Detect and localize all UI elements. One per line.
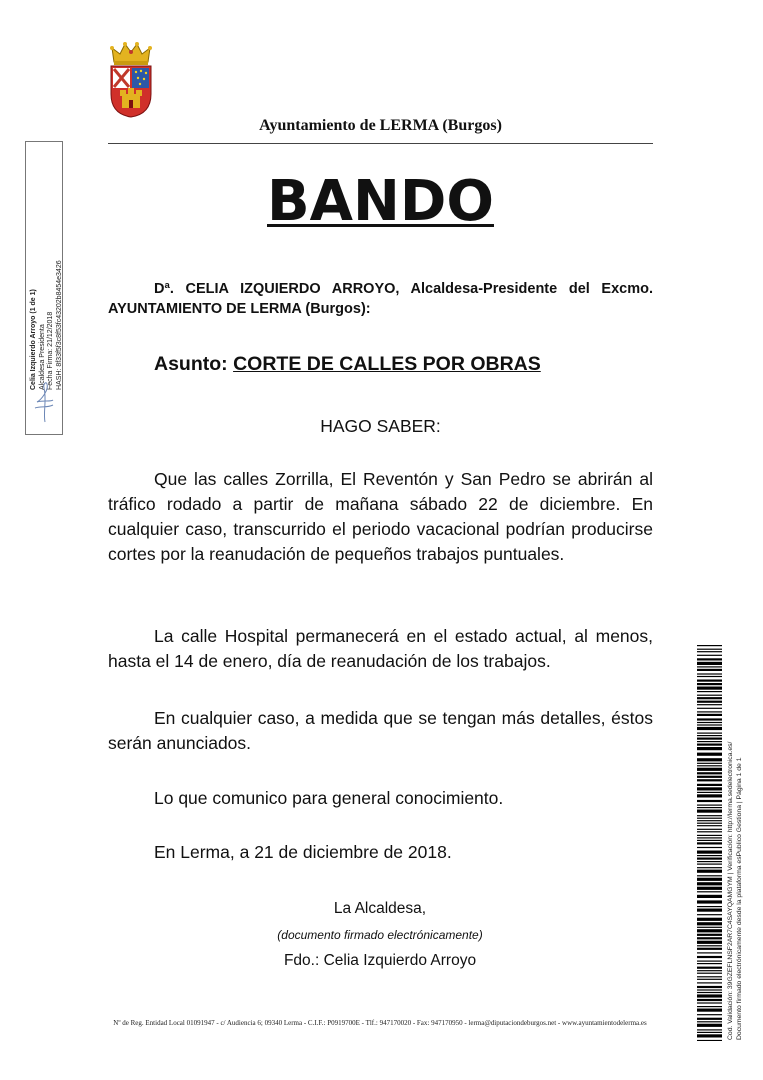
barcode-bar [697, 747, 722, 750]
barcode-bar [697, 1018, 722, 1020]
barcode-bar [697, 807, 722, 808]
barcode-bar [697, 976, 722, 977]
barcode-bar [697, 735, 722, 736]
barcode-bar [697, 820, 722, 821]
barcode-bar [697, 722, 722, 723]
barcode-bar [697, 649, 722, 650]
barcode-bar [697, 864, 722, 865]
barcode-bar [697, 918, 722, 921]
barcode-bar [697, 961, 722, 962]
barcode-bar [697, 875, 722, 876]
barcode-bar [697, 882, 722, 885]
barcode-bar [697, 772, 722, 774]
barcode-bar [697, 956, 722, 958]
barcode-bar [697, 794, 722, 797]
barcode-bar [697, 815, 722, 816]
paragraph-2: La calle Hospital permanecerá en el estado actual, al menos, hasta el 14 de enero, día de reanudación de los trabajos. [108, 626, 653, 671]
barcode-bar [697, 840, 722, 841]
barcode-bar [697, 1032, 722, 1033]
barcode-bar [697, 900, 722, 903]
barcode-bar [697, 697, 722, 699]
barcode-bar [697, 825, 722, 826]
verification-text [727, 742, 744, 1040]
barcode-bar [697, 758, 722, 761]
barcode-bar [697, 952, 722, 953]
document-title [108, 168, 653, 236]
barcode-bar [697, 708, 722, 709]
subject-value: CORTE DE CALLES POR OBRAS [233, 353, 541, 375]
barcode-bar [697, 724, 722, 725]
barcode-bar [697, 941, 722, 944]
barcode-bar [697, 753, 722, 756]
subject-label: Asunto: [154, 353, 228, 375]
verification-platform: Documento firmado electrónicamente desde la plataforma esPublico Gestiona | Página 1 de 1 [735, 757, 743, 1040]
barcode-bar [697, 687, 722, 690]
barcode-bar [697, 738, 722, 740]
barcode-bar [697, 662, 722, 665]
barcode-bar [697, 823, 722, 824]
barcode-bar [697, 676, 722, 677]
barcode-bar [697, 867, 722, 868]
barcode-bar [697, 929, 722, 932]
barcode-bar [697, 733, 722, 734]
barcode-bar [697, 784, 722, 786]
barcode-bar [697, 906, 722, 907]
date-line: En Lerma, a 21 de diciembre de 2018. [154, 842, 452, 862]
paragraph-1: Que las calles Zorrilla, El Reventón y San Pedro se abrirán al tráfico rodado a partir de mañana sábado 22 de diciembre. En cualquier caso, transcurrido el periodo vacacional podrían producirse cortes por la reanudación de pequeños trabajos puntuales. [108, 469, 653, 564]
barcode-bar [697, 847, 722, 848]
e-signature-stamp-text [30, 150, 64, 390]
signature-role: La Alcaldesa, [333, 900, 427, 917]
footer-text: Nº de Reg. Entidad Local 01091947 - c/ Audiencia 6; 09340 Lerma - C.I.F.: P0919700E - Tlf.: 947170020 - Fax: 947170950 - lerma@diputaciondeburgos.net - www.ayuntamientodelerma.es [113, 1019, 647, 1027]
barcode-bar [697, 651, 722, 652]
hago-saber-heading: HAGO SABER: [320, 416, 441, 436]
barcode-bar [697, 1034, 722, 1037]
barcode-bar [697, 922, 722, 925]
barcode-bar [697, 718, 722, 720]
barcode-bar [697, 909, 722, 912]
barcode-bar [697, 887, 722, 890]
barcode-bar [697, 963, 722, 964]
barcode-bar [697, 673, 722, 674]
barcode-bar [697, 1014, 722, 1015]
barcode-bar [697, 1029, 722, 1030]
barcode-bar [697, 858, 722, 860]
barcode-icon [697, 645, 722, 1041]
barcode-bar [697, 891, 722, 892]
barcode-bar [697, 763, 722, 764]
barcode-bar [697, 989, 722, 990]
barcode-bar [697, 855, 722, 856]
barcode-bar [697, 967, 722, 969]
barcode-bar [697, 937, 722, 939]
barcode-bar [697, 683, 722, 685]
barcode-bar [697, 870, 722, 873]
barcode-bar [697, 835, 722, 836]
header-divider [108, 143, 653, 144]
barcode-bar [697, 818, 722, 819]
barcode-bar [697, 655, 722, 656]
signature-name: Fdo.: Celia Izquierdo Arroyo [283, 952, 477, 969]
barcode-bar [697, 973, 722, 974]
barcode-bar [697, 1040, 722, 1041]
barcode-bar [697, 714, 722, 716]
subject-line [154, 352, 654, 377]
barcode-bar [697, 837, 722, 838]
barcode-bar [697, 1006, 722, 1007]
stamp-signer: Celia Izquierdo Arroyo (1 de 1) [30, 289, 37, 390]
barcode-bar [697, 970, 722, 971]
barcode-bar [697, 765, 722, 766]
barcode-bar [697, 669, 722, 671]
barcode-bar [697, 787, 722, 790]
barcode-bar [697, 1009, 722, 1012]
barcode-bar [697, 842, 722, 844]
barcode-bar [697, 800, 722, 802]
barcode-bar [697, 779, 722, 781]
barcode-bar [697, 658, 722, 660]
paragraph-3: En cualquier caso, a medida que se tengan más detalles, éstos serán anunciados. [108, 708, 653, 753]
barcode-bar [697, 979, 722, 980]
barcode-bar [697, 927, 722, 928]
document-title-text: BANDO [267, 169, 494, 234]
barcode-bar [697, 999, 722, 1001]
barcode-bar [697, 695, 722, 696]
organization-title: Ayuntamiento de LERMA (Burgos) [259, 117, 502, 134]
barcode-bar [697, 680, 722, 682]
barcode-bar [697, 805, 722, 806]
paragraph-4: Lo que comunico para general conocimiento. [154, 788, 504, 808]
barcode-bar [697, 792, 722, 793]
barcode-bar [697, 861, 722, 862]
stamp-date: Fecha Firma: 21/12/2018 [47, 311, 54, 390]
barcode-bar [697, 982, 722, 983]
barcode-bar [697, 645, 722, 646]
intro-text: Dª. CELIA IZQUIERDO ARROYO, Alcaldesa-Presidente del Excmo. AYUNTAMIENTO DE LERMA (Burgos): [108, 281, 653, 317]
barcode-bar [697, 741, 722, 742]
barcode-bar [697, 831, 722, 832]
barcode-bar [697, 711, 722, 712]
handwritten-signature-icon [31, 378, 57, 424]
barcode-bar [697, 704, 722, 705]
barcode-bar [697, 851, 722, 854]
barcode-bar [697, 986, 722, 988]
barcode-bar [697, 878, 722, 881]
barcode-bar [697, 945, 722, 946]
barcode-bar [697, 691, 722, 692]
barcode-bar [697, 829, 722, 830]
coat-of-arms-icon [108, 42, 154, 118]
barcode-bar [697, 810, 722, 813]
barcode-bar [697, 776, 722, 778]
barcode-bar [697, 1002, 722, 1003]
barcode-bar [697, 992, 722, 993]
barcode-bar [697, 914, 722, 915]
barcode-bar [697, 895, 722, 898]
verification-code: Cod. Validación: 39GZEFLNSF2AR7C4SAYQAMGYM | Verificación: http://lerma.sedelectronica.es/ [727, 741, 734, 1040]
barcode-bar [697, 727, 722, 730]
stamp-role: Alcaldesa Presidenta [38, 324, 46, 390]
barcode-bar [697, 994, 722, 997]
barcode-bar [697, 1024, 722, 1027]
barcode-bar [697, 948, 722, 950]
barcode-bar [697, 1021, 722, 1022]
barcode-bar [697, 701, 722, 703]
signature-note: (documento firmado electrónicamente) [277, 928, 483, 942]
barcode-bar [697, 768, 722, 771]
barcode-bar [697, 934, 722, 936]
stamp-hash: HASH: 8f33f5f3c8f53fc43202b8454e3426 [55, 260, 63, 390]
barcode-bar [697, 744, 722, 746]
barcode-bar [697, 666, 722, 667]
